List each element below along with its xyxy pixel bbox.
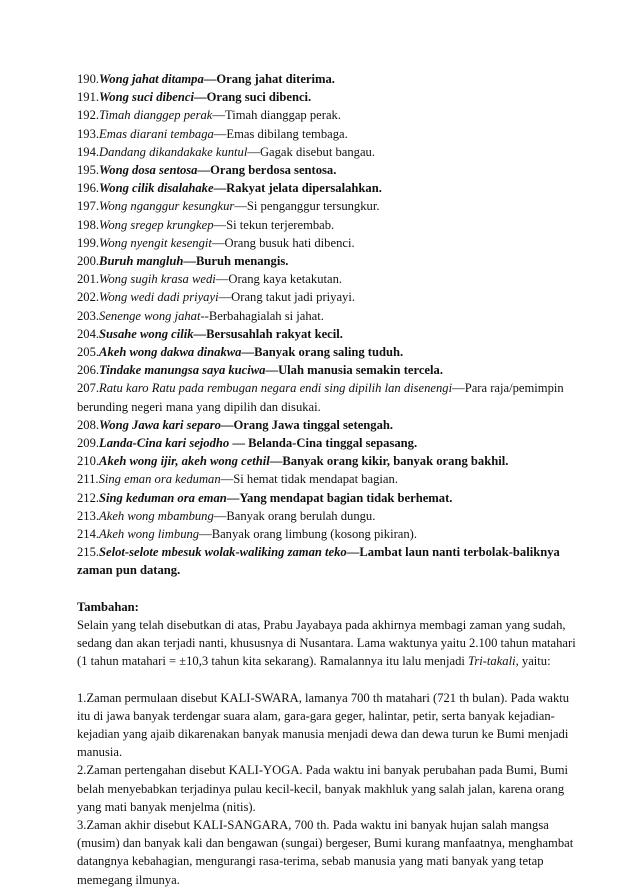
- javanese-phrase: Timah dianggep perak: [99, 108, 213, 123]
- javanese-phrase: Akeh wong mbambung: [99, 508, 214, 523]
- translation: Banyak orang saling tuduh.: [254, 345, 404, 360]
- list-item: [77, 361, 577, 379]
- list-item: [77, 379, 577, 415]
- list-item: [77, 252, 577, 270]
- item-number: 210.: [77, 454, 100, 469]
- dash-separator: —: [215, 272, 229, 287]
- javanese-phrase: Dandang dikandakake kuntul: [99, 144, 248, 159]
- item-number: 204.: [77, 326, 100, 341]
- dash-separator: —: [265, 363, 279, 378]
- list-item: [77, 216, 577, 234]
- dash-separator: —: [226, 490, 240, 505]
- item-number: 195.: [77, 163, 100, 178]
- dash-separator: —: [218, 290, 232, 305]
- item-number: 214.: [77, 527, 100, 542]
- dash-separator: --: [200, 308, 209, 323]
- dash-separator: —: [213, 181, 227, 196]
- translation: Timah dianggap perak.: [224, 108, 341, 123]
- intro-term: Tri-takali: [468, 654, 516, 669]
- javanese-phrase: Akeh wong ijir, akeh wong cethil: [99, 454, 270, 469]
- javanese-phrase: Wong sregep krungkep: [99, 217, 214, 232]
- spacer: [77, 671, 577, 689]
- javanese-phrase: Ratu karo Ratu pada rembugan negara endi sing dipilih lan disenengi: [99, 381, 453, 396]
- list-item: [77, 288, 577, 306]
- dash-separator: —: [247, 144, 260, 159]
- translation: Si hemat tidak mendapat bagian.: [233, 472, 398, 487]
- translation: Si tekun terjerembab.: [226, 217, 335, 232]
- translation: Orang Jawa tinggal setengah.: [233, 417, 394, 432]
- list-item: [77, 416, 577, 434]
- translation: Orang kaya ketakutan.: [228, 272, 343, 287]
- translation: Belanda-Cina tinggal sepasang.: [248, 436, 418, 451]
- item-number: 190.: [77, 72, 100, 86]
- javanese-phrase: Akeh wong limbung: [99, 527, 200, 542]
- item-number: 197.: [77, 199, 100, 214]
- list-item: [77, 507, 577, 525]
- javanese-phrase: Akeh wong dakwa dinakwa: [99, 345, 242, 360]
- dash-separator: —: [220, 472, 234, 487]
- list-item: [77, 307, 577, 325]
- list-item: [77, 270, 577, 288]
- translation: Rakyat jelata dipersalahkan.: [226, 181, 382, 196]
- translation: Banyak orang limbung (kosong pikiran).: [211, 527, 418, 542]
- list-item: [77, 489, 577, 507]
- list-item: [77, 470, 577, 488]
- translation: Buruh menangis.: [196, 254, 289, 269]
- translation: Lambat laun nanti terbolak-baliknya zaman pun datang.: [77, 545, 560, 578]
- document-page: [77, 70, 577, 889]
- item-number: 192.: [77, 108, 100, 123]
- translation: Berbahagialah si jahat.: [208, 308, 324, 323]
- item-number: 207.: [77, 381, 100, 396]
- dash-separator: —: [193, 90, 207, 105]
- list-item: [77, 161, 577, 179]
- item-number: 196.: [77, 181, 100, 196]
- list-item: [77, 452, 577, 470]
- intro-end: , yaitu:: [515, 654, 551, 669]
- dash-separator: —: [229, 436, 249, 451]
- item-number: 203.: [77, 308, 100, 323]
- dash-separator: —: [213, 217, 227, 232]
- list-item: [77, 343, 577, 361]
- list-item: [77, 143, 577, 161]
- javanese-phrase: Wong wedi dadi priyayi: [99, 290, 219, 305]
- list-item: [77, 525, 577, 543]
- translation: Orang jahat diterima.: [216, 72, 335, 86]
- list-item: [77, 434, 577, 452]
- javanese-phrase: Selot-selote mbesuk wolak-waliking zaman teko: [99, 545, 347, 560]
- era-paragraph: 1.Zaman permulaan disebut KALI-SWARA, lamanya 700 th matahari (721 th bulan). Pada waktu itu di jawa banyak terdengar suara alam, gara-gara geger, halintar, petir, serta banyak kejadian-kejadian yang ajaib dikarenakan banyak manusia menjadi dewa dan dewa turun ke Bumi menjadi manusia.: [77, 690, 570, 760]
- item-number: 206.: [77, 363, 100, 378]
- dash-separator: —: [212, 108, 225, 123]
- dash-separator: —: [199, 527, 212, 542]
- item-number: 191.: [77, 90, 100, 105]
- javanese-phrase: Wong nyengit kesengit: [99, 235, 212, 250]
- item-number: 208.: [77, 417, 100, 432]
- javanese-phrase: Senenge wong jahat: [99, 308, 201, 323]
- tambahan-heading: Tambahan:: [77, 599, 139, 614]
- dash-separator: —: [220, 417, 234, 432]
- javanese-phrase: Buruh mangluh: [99, 254, 184, 269]
- dash-separator: —: [203, 72, 217, 86]
- list-item: [77, 106, 577, 124]
- translation: Yang mendapat bagian tidak berhemat.: [239, 490, 453, 505]
- translation: Orang suci dibenci.: [206, 90, 312, 105]
- item-number: 194.: [77, 144, 100, 159]
- list-item: [77, 70, 577, 88]
- dash-separator: —: [193, 326, 207, 341]
- item-number: 209.: [77, 436, 100, 451]
- list-item: [77, 197, 577, 215]
- translation: Emas dibilang tembaga.: [226, 126, 348, 141]
- dash-separator: —: [346, 545, 360, 560]
- javanese-phrase: Wong sugih krasa wedi: [99, 272, 216, 287]
- list-item: [77, 88, 577, 106]
- translation: Orang takut jadi priyayi.: [231, 290, 355, 305]
- item-number: 199.: [77, 235, 100, 250]
- item-number: 193.: [77, 126, 100, 141]
- item-number: 213.: [77, 508, 100, 523]
- dash-separator: —: [211, 235, 225, 250]
- javanese-phrase: Sing eman ora keduman: [98, 472, 221, 487]
- item-number: 202.: [77, 290, 100, 305]
- item-number: 198.: [77, 217, 100, 232]
- tambahan-intro: [77, 616, 577, 671]
- item-number: 200.: [77, 254, 100, 269]
- javanese-phrase: Wong dosa sentosa: [99, 163, 198, 178]
- javanese-phrase: Wong suci dibenci: [99, 90, 194, 105]
- translation: Gagak disebut bangau.: [259, 144, 375, 159]
- translation: Orang berdosa sentosa.: [210, 163, 337, 178]
- item-number: 211.: [77, 472, 99, 487]
- javanese-phrase: Susahe wong cilik: [99, 326, 194, 341]
- javanese-phrase: Wong nganggur kesungkur: [99, 199, 235, 214]
- dash-separator: —: [452, 381, 465, 396]
- intro-text: Selain yang telah disebutkan di atas, Prabu Jayabaya pada akhirnya membagi zaman yang sudah, sedang dan akan terjadi nanti, khususnya di Nusantara. Lama waktunya yaitu 2.100 tahun matahari (1 tahun matahari = ±10,3 tahun kita sekarang). Ramalannya itu lalu menjadi: [77, 617, 576, 669]
- dash-separator: —: [269, 454, 283, 469]
- translation: Banyak orang berulah dungu.: [226, 508, 376, 523]
- javanese-phrase: Landa-Cina kari sejodho: [99, 436, 230, 451]
- dash-separator: —: [241, 345, 255, 360]
- translation: Orang busuk hati dibenci.: [224, 235, 355, 250]
- dash-separator: —: [183, 254, 197, 269]
- translation: Banyak orang kikir, banyak orang bakhil.: [282, 454, 509, 469]
- javanese-phrase: Wong jahat ditampa: [99, 72, 204, 86]
- dash-separator: —: [234, 199, 247, 214]
- dash-separator: —: [213, 126, 227, 141]
- javanese-phrase: Sing keduman ora eman: [99, 490, 227, 505]
- list-item: [77, 125, 577, 143]
- list-item: [77, 325, 577, 343]
- item-number: 212.: [77, 490, 100, 505]
- translation: Bersusahlah rakyat kecil.: [206, 326, 343, 341]
- dash-separator: —: [197, 163, 211, 178]
- translation: Si penganggur tersungkur.: [246, 199, 380, 214]
- translation: Para raja/pemimpin berunding negeri mana yang dipilih dan disukai.: [77, 381, 564, 414]
- javanese-phrase: Tindake manungsa saya kuciwa: [99, 363, 266, 378]
- javanese-phrase: Wong Jawa kari separo: [99, 417, 221, 432]
- era-paragraph: 3.Zaman akhir disebut KALI-SANGARA, 700 th. Pada waktu ini banyak hujan salah mangsa (musim) dan banyak kali dan bengawan (sungai) bergeser, Bumi kurang manfaatnya, menghambat datangnya kebahagian, mengurangi rasa-terima, sebab manusia yang mati banyak yang tetap memegang ilmunya.: [77, 817, 574, 887]
- spacer: [77, 580, 577, 598]
- proverb-list: [77, 70, 577, 580]
- dash-separator: —: [213, 508, 227, 523]
- list-item: [77, 234, 577, 252]
- list-item: [77, 179, 577, 197]
- item-number: 201.: [77, 272, 100, 287]
- item-number: 215.: [77, 545, 100, 560]
- item-number: 205.: [77, 345, 100, 360]
- era-paragraph: 2.Zaman pertengahan disebut KALI-YOGA. Pada waktu ini banyak perubahan pada Bumi, Bumi belah menyebabkan terjadinya pulau kecil-kecil, banyak makhluk yang salah jalan, karena orang yang mati banyak menjelma (nitis).: [77, 763, 569, 814]
- javanese-phrase: Wong cilik disalahake: [99, 181, 214, 196]
- list-item: [77, 543, 577, 579]
- translation: Ulah manusia semakin tercela.: [278, 363, 443, 378]
- javanese-phrase: Emas diarani tembaga: [99, 126, 214, 141]
